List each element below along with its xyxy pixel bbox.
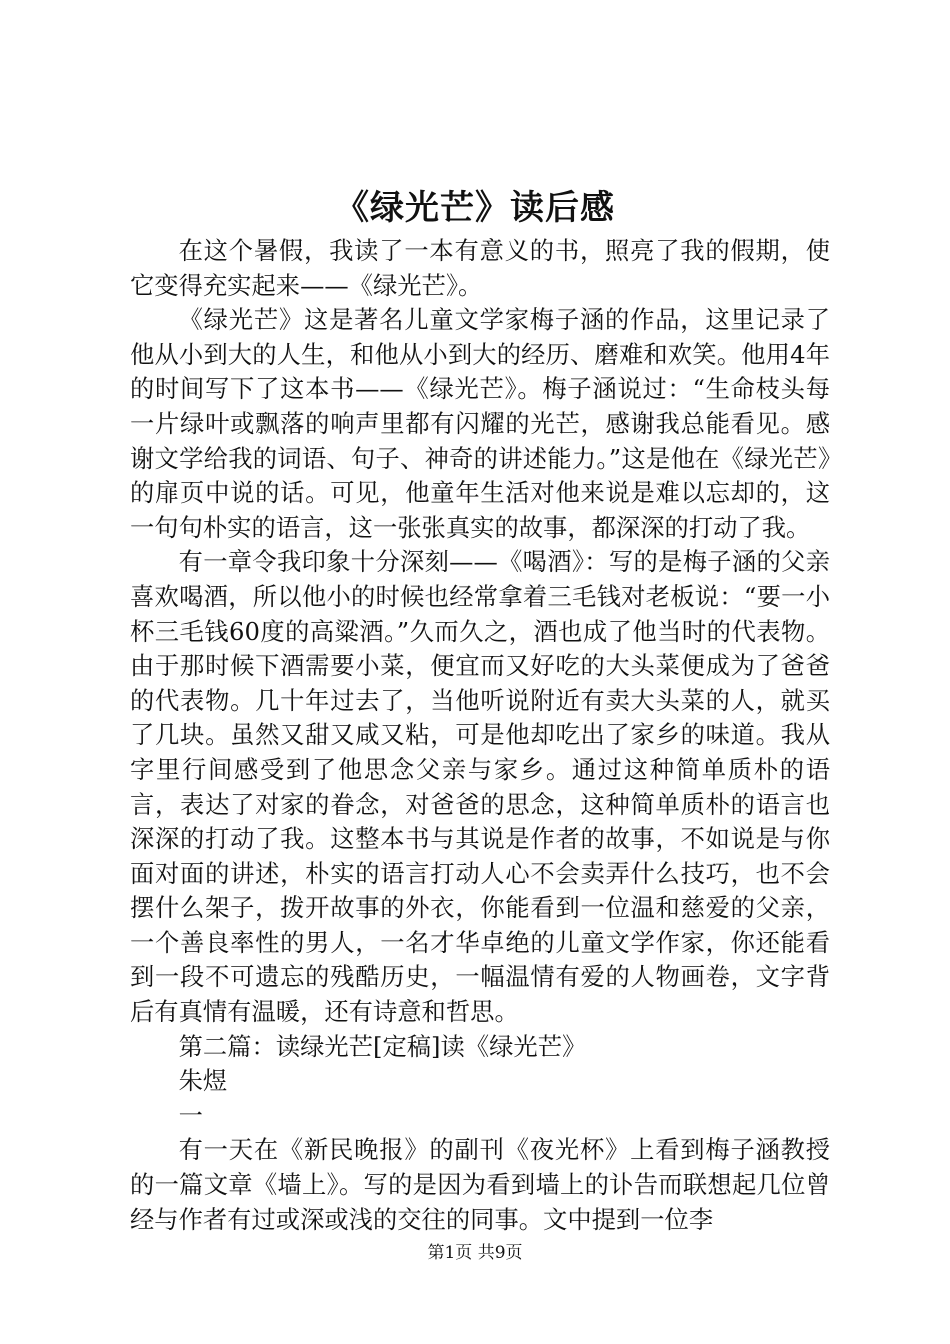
section-heading: 第二篇：读绿光芒[定稿]读《绿光芒》 (178, 1031, 587, 1061)
author-name: 朱煜 (178, 1066, 228, 1096)
page-indicator: 第1页 共9页 (427, 1243, 523, 1263)
document-body (130, 234, 830, 1237)
paragraph-3: 有一章令我印象十分深刻——《喝酒》：写的是梅子涵的父亲喜欢喝酒，所以他小的时候也经常拿着三毛钱对老板说：“要一小杯三毛钱60度的高粱酒。”久而久之，酒也成了他当时的代表物。由于那时候下酒需要小菜，便宜而又好吃的大头菜便成为了爸爸的代表物。几十年过去了，当他听说附近有卖大头菜的人，就买了几块。虽然又甜又咸又粘，可是他却吃出了家乡的味道。我从字里行间感受到了他思念父亲与家乡。通过这种简单质朴的语言，表达了对家的眷念，对爸爸的思念，这种简单质朴的语言也深深的打动了我。这整本书与其说是作者的故事，不如说是与你面对面的讲述，朴实的语言打动人心不会卖弄什么技巧，也不会摆什么架子，拨开故事的外衣，你能看到一位温和慈爱的父亲，一个善良率性的男人，一名才华卓绝的儿童文学作家，你还能看到一段不可遗忘的残酷历史，一幅温情有爱的人物画卷，文字背后有真情有温暖，还有诗意和哲思。 (130, 547, 830, 1027)
paragraph-2: 《绿光芒》这是著名儿童文学家梅子涵的作品，这里记录了他从小到大的人生，和他从小到大的经历、磨难和欢笑。他用4年的时间写下了这本书——《绿光芒》。梅子涵说过：“生命枝头每一片绿叶或飘落的响声里都有闪耀的光芒，感谢我总能看见。感谢文学给我的词语、句子、神奇的讲述能力。”这是他在《绿光芒》的扉页中说的话。可见，他童年生活对他来说是难以忘却的，这一句句朴实的语言，这一张张真实的故事，都深深的打动了我。 (130, 305, 830, 542)
paragraph-1: 在这个暑假，我读了一本有意义的书，照亮了我的假期，使它变得充实起来——《绿光芒》。 (130, 236, 830, 300)
paragraph-4: 有一天在《新民晚报》的副刊《夜光杯》上看到梅子涵教授的一篇文章《墙上》。写的是因为看到墙上的讣告而联想起几位曾经与作者有过或深或浅的交往的同事。文中提到一位李 (130, 1135, 830, 1234)
section-number: 一 (178, 1100, 203, 1130)
document-title: 《绿光芒》读后感 (335, 188, 615, 228)
